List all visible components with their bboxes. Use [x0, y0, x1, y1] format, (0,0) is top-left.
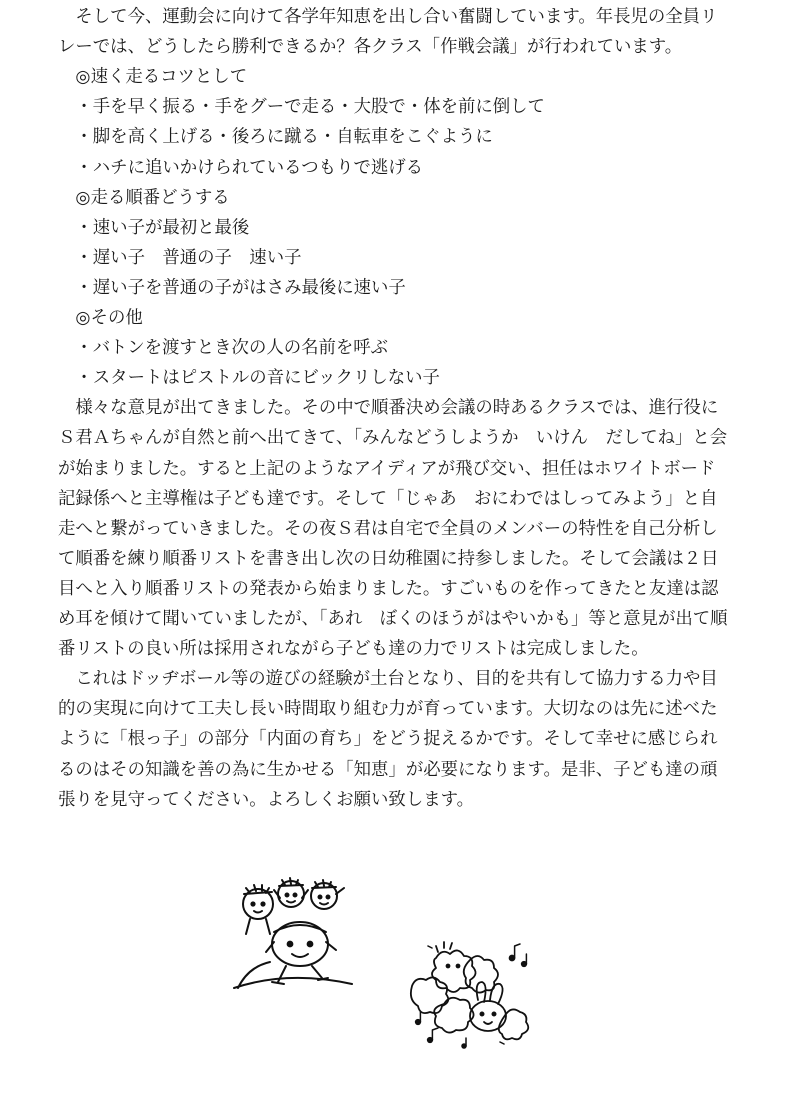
- text-line: ・スタートはピストルの音にビックリしない子: [58, 368, 440, 388]
- text-line: ・ハチに追いかけられているつもりで逃げる: [58, 158, 424, 178]
- text-line: 的の実現に向けて工夫し長い時間取り組む力が育っています。大切なのは先に述べた: [58, 699, 718, 719]
- text-line: 番リストの良い所は採用されながら子ども達の力でリストは完成しました。: [58, 639, 649, 659]
- text-line: ・手を早く振る・手をグーで走る・大股で・体を前に倒して: [58, 97, 545, 117]
- child-middle-figure: [274, 878, 308, 907]
- child-right-figure: [311, 880, 344, 909]
- text-line: 記録係へと主導権は子ども達です。そして「じゃあ おにわではしってみよう」と自: [58, 489, 718, 509]
- text-line: 走へと繋がっていきました。その夜Ｓ君は自宅で全員のメンバーの特性を自己分析し: [58, 519, 718, 539]
- text-line: レーでは、どうしたら勝利できるか？各クラス「作戦会議」が行われています。: [58, 37, 683, 57]
- text-line: ように「根っ子」の部分「内面の育ち」をどう捉えるかです。そして幸せに感じられ: [58, 729, 718, 749]
- text-line: 目へと入り順番リストの発表から始まりました。すごいものを作ってきたと友達は認: [58, 579, 719, 599]
- text-line: て順番を練り順番リストを書き出し次の日幼稚園に持参しました。そして会議は２日: [58, 549, 719, 569]
- text-line: ◎速く走るコツとして: [58, 67, 248, 87]
- text-line: め耳を傾けて聞いていましたが、「あれ ぼくのほうがはやいかも」等と意見が出て順: [58, 609, 728, 629]
- text-line: るのはその知識を善の為に生かせる「知恵」が必要になります。是非、子ども達の頑: [58, 760, 718, 780]
- text-line: ◎その他: [58, 308, 143, 328]
- text-line: 張りを見守ってください。よろしくお願い致します。: [58, 790, 474, 810]
- text-line: ・バトンを渡すとき次の人の名前を呼ぶ: [58, 338, 389, 358]
- cheering-rabbits-illustration: [408, 938, 533, 1050]
- text-line: が始まりました。すると上記のようなアイディアが飛び交い、担任はホワイトボード: [58, 459, 716, 479]
- text-line: 様々な意見が出てきました。その中で順番決め会議の時あるクラスでは、進行役に: [58, 398, 719, 418]
- text-line: これはドッヂボール等の遊びの経験が土台となり、目的を共有して協力する力や目: [58, 669, 718, 689]
- pom-pom-top: [432, 942, 476, 992]
- relay-runners-illustration: [228, 872, 358, 1002]
- text-line: ・速い子が最初と最後: [58, 218, 250, 238]
- child-front-runner: [266, 922, 336, 984]
- pom-pom-left: [411, 977, 448, 1013]
- text-line: Ｓ君Ａちゃんが自然と前へ出てきて、「みんなどうしようか いけん だしてね」と会: [58, 428, 728, 448]
- text-line: ・遅い子 普通の子 速い子: [58, 248, 302, 268]
- text-line: そして今、運動会に向けて各学年知恵を出し合い奮闘しています。年長児の全員リ: [58, 7, 718, 27]
- pom-pom-bottom-left: [434, 998, 473, 1033]
- text-line: ・脚を高く上げる・後ろに蹴る・自転車をこぐように: [58, 127, 493, 147]
- child-left-figure: [243, 885, 273, 934]
- text-line: ◎走る順番どうする: [58, 188, 230, 208]
- text-line: ・遅い子を普通の子がはさみ最後に速い子: [58, 278, 406, 298]
